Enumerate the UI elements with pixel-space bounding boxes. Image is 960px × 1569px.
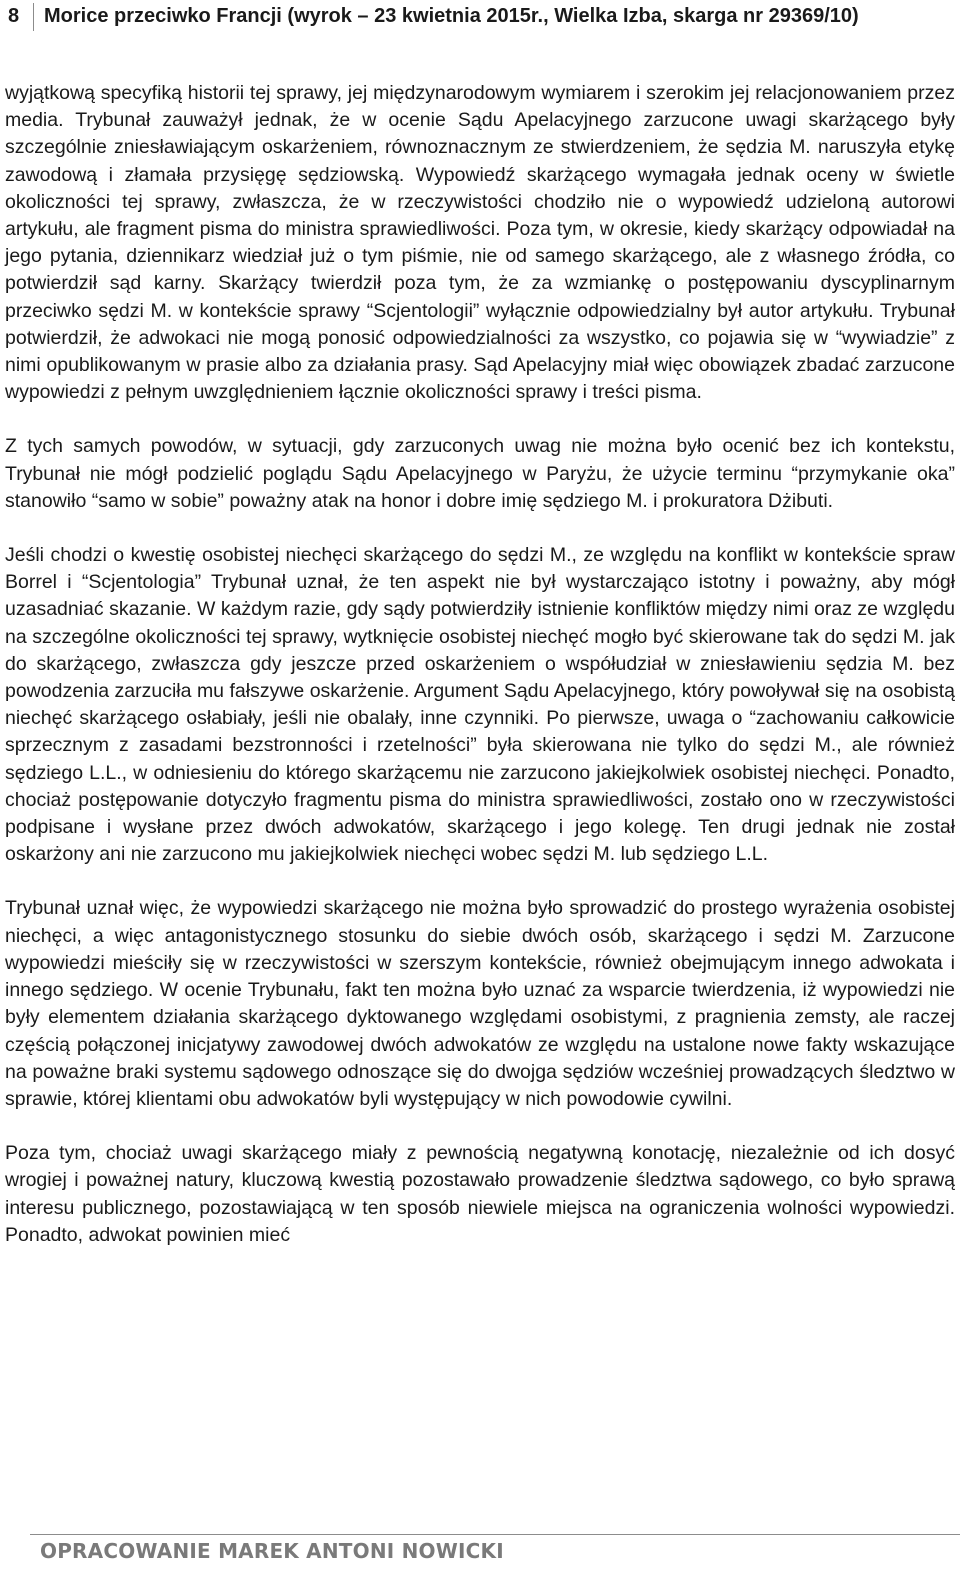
paragraph: Trybunał uznał więc, że wypowiedzi skarżącego nie można było sprowadzić do prostego wyrażenia osobistej niechęci, a więc antagonistycznego stosunku do siebie dwóch osób, skarżącego i sędzi M. Zarzucone wypowiedzi mieściły się w rzeczywistości w szerszym kontekście, również obejmującym innego adwokata i innego sędziego. W ocenie Trybunału, fakt ten można było uznać za wsparcie twierdzenia, iż wypowiedzi nie były elementem działania skarżącego dyktowanego względami osobistymi, z pragnienia zemsty, ale raczej częścią połączonej inicjatywy zawodowej dwóch adwokatów ze względu na ustalone nowe fakty wskazujące na poważne braki systemu sądowego odnoszące się do dwojga sędziów wcześniej prowadzących śledztwo w sprawie, której klientami obu adwokatów byli występujący w nich powodowie cywilni.	[5, 897, 955, 1110]
document-body	[5, 80, 955, 1249]
footer-divider	[30, 1534, 960, 1535]
footer-credit: OPRACOWANIE MAREK ANTONI NOWICKI	[40, 1539, 504, 1563]
paragraph: Z tych samych powodów, w sytuacji, gdy zarzuconych uwag nie można było ocenić bez ich kontekstu, Trybunał nie mógł podzielić poglądu Sądu Apelacyjnego w Paryżu, że użycie terminu “przymykanie oka” stanowiło “samo w sobie” poważny atak na honor i dobre imię sędziego M. i prokuratora Dżibuti.	[5, 435, 955, 512]
document-title: Morice przeciwko Francji (wyrok – 23 kwietnia 2015r., Wielka Izba, skarga nr 29369/10)	[44, 5, 859, 27]
page-header	[0, 0, 960, 40]
header-divider	[33, 3, 34, 31]
page-footer	[0, 1527, 960, 1569]
page-number: 8	[8, 5, 20, 27]
paragraph: Jeśli chodzi o kwestię osobistej niechęci skarżącego do sędzi M., ze względu na konflikt w kontekście spraw Borrel i “Scjentologia” Trybunał uznał, że ten aspekt nie był wystarczająco istotny i poważny, aby mógł uzasadniać skazanie. W każdym razie, gdy sądy potwierdziły istnienie konfliktów między nimi oraz ze względu na szczególne okoliczności tej sprawy, wytknięcie osobistej niechęć mogło być skierowane tak do sędzi M. jak do skarżącego, zwłaszcza gdy jeszcze przed oskarżeniem o współudział w zniesławieniu sędzia M. bez powodzenia zarzuciła mu fałszywe oskarżenie. Argument Sądu Apelacyjnego, który powoływał się na osobistą niechęć skarżącego osłabiały, jeśli nie obalały, inne czynniki. Po pierwsze, uwaga o “zachowaniu całkowicie sprzecznym z zasadami bezstronności i rzetelności” była skierowana nie tylko do sędzi M., ale również sędziego L.L., w odniesieniu do którego skarżącemu nie zarzucono jakiejkolwiek osobistej niechęci. Ponadto, chociaż postępowanie dotyczyło fragmentu pisma do ministra sprawiedliwości, zostało ono w rzeczywistości podpisane i wysłane przez dwóch adwokatów, skarżącego i jego kolegę. Ten drugi jednak nie został oskarżony ani nie zarzucono mu jakiejkolwiek niechęci wobec sędzi M. lub sędziego L.L.	[5, 544, 955, 866]
paragraph: wyjątkową specyfiką historii tej sprawy, jej międzynarodowym wymiarem i szerokim jej relacjonowaniem przez media. Trybunał zauważył jednak, że w ocenie Sądu Apelacyjnego zarzucone uwagi skarżącego były szczególnie zniesławiającym oskarżeniem, równoznacznym ze stwierdzeniem, że sędzia M. naruszyła etykę zawodową i złamała przysięgę sędziowską. Wypowiedź skarżącego wymagała jednak oceny w świetle okoliczności tej sprawy, zwłaszcza, że w rzeczywistości chodziło nie o wypowiedź udzieloną autorowi artykułu, ale fragment pisma do ministra sprawiedliwości. Poza tym, w okresie, kiedy skarżący odpowiadał na jego pytania, dziennikarz wiedział już o tym piśmie, nie od samego skarżącego, ale z własnego źródła, co potwierdził sąd karny. Skarżący twierdził poza tym, że za wzmiankę o postępowaniu dyscyplinarnym przeciwko sędzi M. w kontekście sprawy “Scjentologii” wyłącznie odpowiedzialny był autor artykułu. Trybunał potwierdził, że adwokaci nie mogą ponosić odpowiedzialności za wszystko, co pojawia się w “wywiadzie” z nimi opublikowanym w prasie albo za działania prasy. Sąd Apelacyjny miał więc obowiązek zbadać zarzucone wypowiedzi z pełnym uwzględnieniem łącznie okoliczności sprawy i treści pisma.	[5, 82, 955, 404]
paragraph: Poza tym, chociaż uwagi skarżącego miały z pewnością negatywną konotację, niezależnie od ich dosyć wrogiej i poważnej natury, kluczową kwestią pozostawało prowadzenie śledztwa sądowego, co było sprawą interesu publicznego, pozostawiającą w ten sposób niewiele miejsca na ograniczenia wolności wypowiedzi. Ponadto, adwokat powinien mieć	[5, 1142, 955, 1246]
